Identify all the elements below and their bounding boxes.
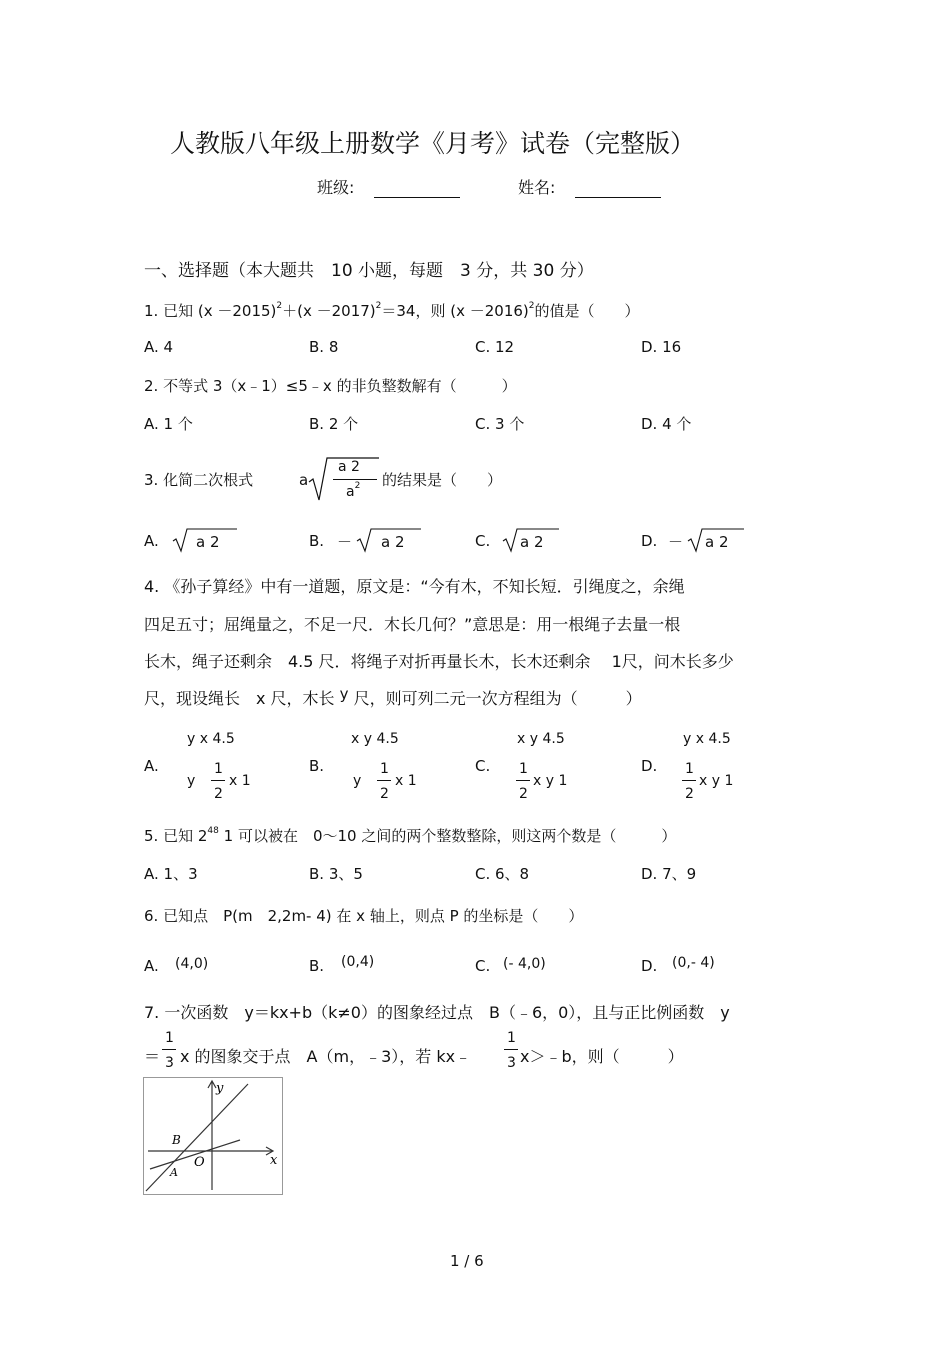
name-label: 姓名: xyxy=(518,178,556,197)
q6-option-b-letter: B. xyxy=(309,957,325,975)
q4-option-b-frac-bar xyxy=(377,780,391,781)
q6-option-a-value: (4,0) xyxy=(175,956,209,972)
label-y: y xyxy=(216,1081,224,1096)
q4-line-1: 4. 《孙子算经》中有一道题，原文是：“今有木，不知长短．引绳度之，余绳 xyxy=(144,577,685,596)
q4-option-a-eq2-rest: x 1 xyxy=(229,773,251,789)
section-heading: 一、选择题（本大题共 10 小题，每题 3 分，共 30 分） xyxy=(144,261,594,281)
q4-option-d-eq2-rest: x y 1 xyxy=(699,773,734,789)
q7-frac2-bar xyxy=(504,1049,518,1050)
q7-frac1-num: 1 xyxy=(165,1030,174,1046)
q3-option-d-radicand: a 2 xyxy=(705,533,729,551)
q1-part2: ＋(x －2017) xyxy=(282,302,376,320)
page-number: 1 / 6 xyxy=(450,1252,484,1270)
q6-option-b-value: (0,4) xyxy=(341,954,375,970)
q3-coef: a xyxy=(299,471,309,489)
q1-exp3: 2 xyxy=(528,301,535,311)
class-label: 班级: xyxy=(317,178,355,197)
q3-option-a-radicand: a 2 xyxy=(196,533,220,551)
q7-frac2-den: 3 xyxy=(507,1055,516,1071)
q3-option-b-radicand: a 2 xyxy=(381,533,405,551)
q2-option-d: D. 4 个 xyxy=(641,415,692,433)
question-3: 3. 化简二次根式 xyxy=(144,471,254,489)
q4-option-b-frac-num: 1 xyxy=(380,761,389,777)
q4-line-4-end: 尺，则可列二元一次方程组为（ ） xyxy=(353,689,642,708)
q7-equals: ＝ xyxy=(144,1047,161,1066)
q4-option-a-frac-bar xyxy=(211,780,225,781)
q6-option-d-value: (0,- 4) xyxy=(672,955,715,971)
q4-option-c-frac-num: 1 xyxy=(519,761,528,777)
q7-frac1-den: 3 xyxy=(165,1055,174,1071)
label-B: B xyxy=(172,1133,181,1147)
q7-line-1: 7. 一次函数 y＝kx+b（k≠0）的图象经过点 B（﹣6，0），且与正比例函数 y xyxy=(144,1003,730,1022)
q3-option-d-minus: － xyxy=(668,533,684,551)
q1-number: 1. xyxy=(144,302,159,320)
q1-part3: ＝34，则 (x －2016) xyxy=(381,302,529,320)
q4-option-c-letter: C. xyxy=(475,757,491,775)
q1-part4: 的值是（ ） xyxy=(534,302,640,320)
q4-option-d-frac-num: 1 xyxy=(685,761,694,777)
q4-option-d-frac-den: 2 xyxy=(685,786,694,802)
q4-line-3: 长木，绳子还剩余 4.5 尺．将绳子对折再量长木，长木还剩余 1尺，问木长多少 xyxy=(144,652,734,671)
q7-line-2-mid: x 的图象交于点 A（m，﹣3），若 kx﹣ xyxy=(180,1047,472,1066)
q4-option-b-frac-den: 2 xyxy=(380,786,389,802)
q3-numerator: a 2 xyxy=(338,459,360,475)
class-field xyxy=(317,175,460,198)
q6-part1: 6. 已知点 P(m 2,2m- 4) 在 xyxy=(144,907,352,925)
q4-option-a-eq2-var: y xyxy=(187,773,196,789)
q1-option-b: B. 8 xyxy=(309,338,339,356)
line-kx-plus-b xyxy=(146,1084,248,1191)
q4-option-b-eq2-var: y xyxy=(353,773,362,789)
q5-option-b: B. 3、5 xyxy=(309,865,363,883)
q6-option-c-value: (- 4,0) xyxy=(503,956,546,972)
q3-fraction-bar xyxy=(333,479,377,480)
q7-frac2-num: 1 xyxy=(507,1030,516,1046)
q5-exponent: 48 xyxy=(207,826,219,836)
q3-denominator xyxy=(346,481,361,500)
q3-tail: 的结果是（ ） xyxy=(382,471,503,489)
q4-line-4 xyxy=(144,686,642,709)
q3-option-c-letter: C. xyxy=(475,532,491,550)
q7-line-2-end: x＞﹣b，则（ ） xyxy=(520,1047,684,1066)
q6-option-d-letter: D. xyxy=(641,957,658,975)
q7-graph xyxy=(144,1078,282,1194)
q4-option-d-letter: D. xyxy=(641,757,658,775)
q5-option-a: A. 1、3 xyxy=(144,865,198,883)
question-1 xyxy=(144,300,640,321)
q4-option-d-eq1: y x 4.5 xyxy=(683,731,731,747)
q4-option-a-frac-num: 1 xyxy=(214,761,223,777)
q3-den-exp: 2 xyxy=(354,481,361,491)
q5-part2: 1 可以被在 0～10 之间的两个整数整除，则这两个数是（ ） xyxy=(218,827,677,845)
q4-y-variable: y xyxy=(339,685,349,703)
q4-line-4-start: 尺，现设绳长 x 尺，木长 xyxy=(144,689,335,708)
question-5 xyxy=(144,825,676,846)
q3-option-a-letter: A. xyxy=(144,532,159,550)
q4-option-a-letter: A. xyxy=(144,757,159,775)
q5-option-d: D. 7、9 xyxy=(641,865,697,883)
q3-option-b-letter: B. xyxy=(309,532,325,550)
question-6 xyxy=(144,905,583,926)
label-O: O xyxy=(194,1155,205,1170)
q2-option-c: C. 3 个 xyxy=(475,415,525,433)
q1-exp1: 2 xyxy=(276,301,283,311)
q4-option-c-frac-bar xyxy=(516,780,530,781)
q6-part2: x 轴上，则点 P 的坐标是（ ） xyxy=(351,907,584,925)
q5-part1: 5. 已知 2 xyxy=(144,827,208,845)
q4-option-c-eq2-rest: x y 1 xyxy=(533,773,568,789)
q4-option-a-frac-den: 2 xyxy=(214,786,223,802)
q1-option-d: D. 16 xyxy=(641,338,682,356)
q4-option-b-eq1: x y 4.5 xyxy=(351,731,399,747)
label-x: x xyxy=(270,1153,278,1168)
q1-part1: 已知 (x －2015) xyxy=(163,302,277,320)
q6-option-c-letter: C. xyxy=(475,957,491,975)
page-title: 人教版八年级上册数学《月考》试卷（完整版） xyxy=(170,129,696,158)
class-blank xyxy=(374,182,460,198)
q2-option-b: B. 2 个 xyxy=(309,415,359,433)
q2-option-a: A. 1 个 xyxy=(144,415,193,433)
q1-option-c: C. 12 xyxy=(475,338,515,356)
q4-option-a-eq1: y x 4.5 xyxy=(187,731,235,747)
label-A: A xyxy=(170,1166,178,1179)
q1-exp2: 2 xyxy=(375,301,382,311)
q4-option-b-letter: B. xyxy=(309,757,325,775)
q3-option-c-radicand: a 2 xyxy=(520,533,544,551)
q3-option-d-letter: D. xyxy=(641,532,658,550)
q5-option-c: C. 6、8 xyxy=(475,865,530,883)
question-2: 2. 不等式 3（x﹣1）≤5﹣x 的非负整数解有（ ） xyxy=(144,377,517,395)
q4-line-2: 四足五寸；屈绳量之，不足一尺．木长几何？”意思是：用一根绳子去量一根 xyxy=(144,615,681,634)
q4-option-c-eq1: x y 4.5 xyxy=(517,731,565,747)
name-blank xyxy=(575,182,661,198)
q4-option-b-eq2-rest: x 1 xyxy=(395,773,417,789)
name-field xyxy=(518,175,661,198)
q4-option-c-frac-den: 2 xyxy=(519,786,528,802)
q3-den-base: a xyxy=(346,484,355,500)
q4-option-d-frac-bar xyxy=(682,780,696,781)
q7-frac1-bar xyxy=(162,1049,176,1050)
q7-figure xyxy=(143,1077,283,1195)
q3-option-b-minus: － xyxy=(337,533,353,551)
q6-option-a-letter: A. xyxy=(144,957,159,975)
q1-option-a: A. 4 xyxy=(144,338,174,356)
